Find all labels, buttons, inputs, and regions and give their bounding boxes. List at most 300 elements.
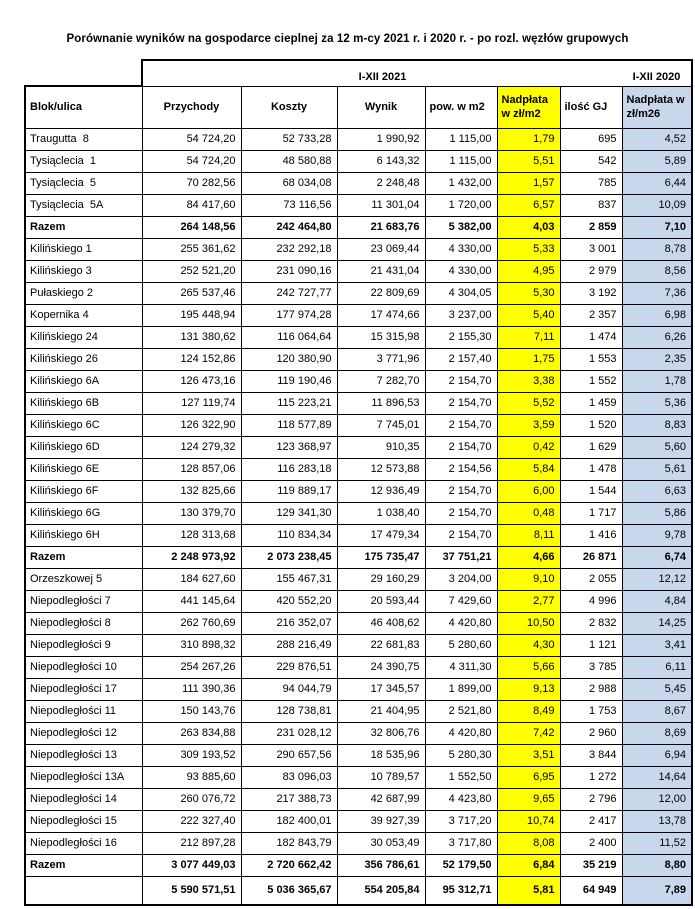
value-cell: 182 400,01 — [241, 810, 337, 832]
table-row — [25, 524, 692, 546]
comparison-table — [24, 59, 693, 906]
value-cell: 441 145,64 — [142, 590, 241, 612]
value-cell: 7 429,60 — [425, 590, 497, 612]
value-cell: 17 474,66 — [337, 304, 425, 326]
value-cell: 2 960 — [560, 722, 622, 744]
value-cell: 10,74 — [497, 810, 560, 832]
value-cell: 11 301,04 — [337, 194, 425, 216]
value-cell: 4 330,00 — [425, 260, 497, 282]
value-cell: 212 897,28 — [142, 832, 241, 854]
value-cell: 837 — [560, 194, 622, 216]
value-cell: 3 844 — [560, 744, 622, 766]
value-cell: 3 237,00 — [425, 304, 497, 326]
value-cell: 8,80 — [622, 854, 692, 876]
value-cell: 35 219 — [560, 854, 622, 876]
value-cell: 7,10 — [622, 216, 692, 238]
row-label-cell: Kilińskiego 24 — [25, 326, 142, 348]
value-cell: 52 179,50 — [425, 854, 497, 876]
value-cell: 3 204,00 — [425, 568, 497, 590]
row-label-cell: Kilińskiego 6C — [25, 414, 142, 436]
value-cell: 2 417 — [560, 810, 622, 832]
value-cell: 1,79 — [497, 128, 560, 150]
value-cell: 3,59 — [497, 414, 560, 436]
value-cell: 2 154,56 — [425, 458, 497, 480]
value-cell: 1 753 — [560, 700, 622, 722]
value-cell: 21 431,04 — [337, 260, 425, 282]
value-cell: 2 988 — [560, 678, 622, 700]
value-cell: 177 974,28 — [241, 304, 337, 326]
row-label-cell: Orzeszkowej 5 — [25, 568, 142, 590]
value-cell: 420 552,20 — [241, 590, 337, 612]
value-cell: 195 448,94 — [142, 304, 241, 326]
row-label-cell: Tysiąclecia 1 — [25, 150, 142, 172]
row-label-cell: Niepodległości 13 — [25, 744, 142, 766]
value-cell: 356 786,61 — [337, 854, 425, 876]
value-cell: 10,50 — [497, 612, 560, 634]
row-label-cell: Razem — [25, 216, 142, 238]
row-label-cell: Tysiąclecia 5A — [25, 194, 142, 216]
value-cell: 216 352,07 — [241, 612, 337, 634]
value-cell: 127 119,74 — [142, 392, 241, 414]
value-cell: 8,69 — [622, 722, 692, 744]
row-label-cell: Niepodległości 7 — [25, 590, 142, 612]
value-cell: 2 154,70 — [425, 502, 497, 524]
value-cell: 93 885,60 — [142, 766, 241, 788]
value-cell: 14,64 — [622, 766, 692, 788]
value-cell: 1 272 — [560, 766, 622, 788]
table-row — [25, 216, 692, 238]
value-cell: 119 889,17 — [241, 480, 337, 502]
value-cell: 242 727,77 — [241, 282, 337, 304]
row-label-cell: Kilińskiego 6A — [25, 370, 142, 392]
row-label-cell: Kilińskiego 6E — [25, 458, 142, 480]
table-row — [25, 128, 692, 150]
value-cell: 260 076,72 — [142, 788, 241, 810]
value-cell: 22 681,83 — [337, 634, 425, 656]
value-cell: 1 717 — [560, 502, 622, 524]
value-cell: 1,78 — [622, 370, 692, 392]
row-label-cell: Kopernika 4 — [25, 304, 142, 326]
value-cell: 231 090,16 — [241, 260, 337, 282]
value-cell: 5,40 — [497, 304, 560, 326]
table-row — [25, 282, 692, 304]
value-cell: 9,65 — [497, 788, 560, 810]
table-row — [25, 502, 692, 524]
value-cell: 255 361,62 — [142, 238, 241, 260]
value-cell: 2 154,70 — [425, 524, 497, 546]
value-cell: 6,26 — [622, 326, 692, 348]
value-cell: 8,78 — [622, 238, 692, 260]
table-row — [25, 876, 692, 905]
table-row — [25, 194, 692, 216]
value-cell: 4,52 — [622, 128, 692, 150]
value-cell: 3,41 — [622, 634, 692, 656]
row-label-cell: Niepodległości 8 — [25, 612, 142, 634]
value-cell: 1 432,00 — [425, 172, 497, 194]
value-cell: 264 148,56 — [142, 216, 241, 238]
value-cell: 6,98 — [622, 304, 692, 326]
value-cell: 184 627,60 — [142, 568, 241, 590]
value-cell: 2 155,30 — [425, 326, 497, 348]
period-blank-cell — [25, 60, 142, 86]
value-cell: 5,45 — [622, 678, 692, 700]
table-row — [25, 260, 692, 282]
value-cell: 5,36 — [622, 392, 692, 414]
row-label-cell: Kilińskiego 6F — [25, 480, 142, 502]
value-cell: 7 282,70 — [337, 370, 425, 392]
value-cell: 73 116,56 — [241, 194, 337, 216]
row-label-cell: Traugutta 8 — [25, 128, 142, 150]
table-row — [25, 480, 692, 502]
value-cell: 116 064,64 — [241, 326, 337, 348]
value-cell: 0,48 — [497, 502, 560, 524]
value-cell: 115 223,21 — [241, 392, 337, 414]
value-cell: 110 834,34 — [241, 524, 337, 546]
table-row — [25, 832, 692, 854]
table-row — [25, 172, 692, 194]
value-cell: 310 898,32 — [142, 634, 241, 656]
table-row — [25, 744, 692, 766]
value-cell: 7,89 — [622, 876, 692, 905]
value-cell: 6,95 — [497, 766, 560, 788]
value-cell: 124 279,32 — [142, 436, 241, 458]
value-cell: 262 760,69 — [142, 612, 241, 634]
value-cell: 3 001 — [560, 238, 622, 260]
value-cell: 128 857,06 — [142, 458, 241, 480]
value-cell: 9,13 — [497, 678, 560, 700]
row-label-cell: Kilińskiego 6B — [25, 392, 142, 414]
value-cell: 5,61 — [622, 458, 692, 480]
value-cell: 4 420,80 — [425, 612, 497, 634]
value-cell: 11 896,53 — [337, 392, 425, 414]
value-cell: 8,83 — [622, 414, 692, 436]
value-cell: 5 382,00 — [425, 216, 497, 238]
value-cell: 9,78 — [622, 524, 692, 546]
value-cell: 1 720,00 — [425, 194, 497, 216]
value-cell: 6,00 — [497, 480, 560, 502]
value-cell: 5,52 — [497, 392, 560, 414]
value-cell: 4,95 — [497, 260, 560, 282]
value-cell: 6,57 — [497, 194, 560, 216]
value-cell: 1 416 — [560, 524, 622, 546]
value-cell: 1 121 — [560, 634, 622, 656]
row-label-cell: Kilińskiego 6H — [25, 524, 142, 546]
row-label-cell: Razem — [25, 546, 142, 568]
value-cell: 5,66 — [497, 656, 560, 678]
row-label-cell: Niepodległości 15 — [25, 810, 142, 832]
value-cell: 1 115,00 — [425, 128, 497, 150]
value-cell: 232 292,18 — [241, 238, 337, 260]
value-cell: 17 479,34 — [337, 524, 425, 546]
value-cell: 4,03 — [497, 216, 560, 238]
value-cell: 175 735,47 — [337, 546, 425, 568]
value-cell: 70 282,56 — [142, 172, 241, 194]
value-cell: 5,86 — [622, 502, 692, 524]
value-cell: 3 717,20 — [425, 810, 497, 832]
value-cell: 5,33 — [497, 238, 560, 260]
value-cell: 1 115,00 — [425, 150, 497, 172]
value-cell: 26 871 — [560, 546, 622, 568]
value-cell: 3 785 — [560, 656, 622, 678]
row-label-cell: Niepodległości 11 — [25, 700, 142, 722]
value-cell: 6,74 — [622, 546, 692, 568]
value-cell: 13,78 — [622, 810, 692, 832]
row-label-cell: Niepodległości 16 — [25, 832, 142, 854]
value-cell: 15 315,98 — [337, 326, 425, 348]
value-cell: 229 876,51 — [241, 656, 337, 678]
value-cell: 95 312,71 — [425, 876, 497, 905]
value-cell: 123 368,97 — [241, 436, 337, 458]
value-cell: 84 417,60 — [142, 194, 241, 216]
table-body — [25, 128, 692, 905]
value-cell: 1 459 — [560, 392, 622, 414]
value-cell: 155 467,31 — [241, 568, 337, 590]
column-header-nadplata-2021: Nadpłata w zł/m2 — [497, 86, 560, 128]
value-cell: 182 843,79 — [241, 832, 337, 854]
value-cell: 12,00 — [622, 788, 692, 810]
value-cell: 4,66 — [497, 546, 560, 568]
value-cell: 4 304,05 — [425, 282, 497, 304]
value-cell: 24 390,75 — [337, 656, 425, 678]
value-cell: 2,77 — [497, 590, 560, 612]
value-cell: 1 478 — [560, 458, 622, 480]
value-cell: 2 248,48 — [337, 172, 425, 194]
table-row — [25, 150, 692, 172]
value-cell: 1 038,40 — [337, 502, 425, 524]
value-cell: 42 687,99 — [337, 788, 425, 810]
table-row — [25, 370, 692, 392]
value-cell: 2 720 662,42 — [241, 854, 337, 876]
column-header-row — [25, 86, 692, 128]
value-cell: 8,11 — [497, 524, 560, 546]
table-row — [25, 568, 692, 590]
value-cell: 2 154,70 — [425, 436, 497, 458]
value-cell: 3 192 — [560, 282, 622, 304]
value-cell: 5,81 — [497, 876, 560, 905]
value-cell: 7,42 — [497, 722, 560, 744]
value-cell: 1 474 — [560, 326, 622, 348]
value-cell: 120 380,90 — [241, 348, 337, 370]
value-cell: 118 577,89 — [241, 414, 337, 436]
value-cell: 1 990,92 — [337, 128, 425, 150]
value-cell: 288 216,49 — [241, 634, 337, 656]
value-cell: 2 154,70 — [425, 392, 497, 414]
value-cell: 8,08 — [497, 832, 560, 854]
value-cell: 9,10 — [497, 568, 560, 590]
table-row — [25, 546, 692, 568]
column-header-wynik: Wynik — [337, 86, 425, 128]
value-cell: 5 590 571,51 — [142, 876, 241, 905]
value-cell: 2,35 — [622, 348, 692, 370]
value-cell: 128 313,68 — [142, 524, 241, 546]
value-cell: 46 408,62 — [337, 612, 425, 634]
table-row — [25, 766, 692, 788]
value-cell: 231 028,12 — [241, 722, 337, 744]
value-cell: 554 205,84 — [337, 876, 425, 905]
row-label-cell: Kilińskiego 3 — [25, 260, 142, 282]
value-cell: 8,56 — [622, 260, 692, 282]
row-label-cell: Kilińskiego 1 — [25, 238, 142, 260]
value-cell: 68 034,08 — [241, 172, 337, 194]
value-cell: 695 — [560, 128, 622, 150]
value-cell: 2 859 — [560, 216, 622, 238]
value-cell: 265 537,46 — [142, 282, 241, 304]
table-row — [25, 612, 692, 634]
value-cell: 3,51 — [497, 744, 560, 766]
value-cell: 29 160,29 — [337, 568, 425, 590]
value-cell: 17 345,57 — [337, 678, 425, 700]
value-cell: 1 553 — [560, 348, 622, 370]
value-cell: 150 143,76 — [142, 700, 241, 722]
value-cell: 1 899,00 — [425, 678, 497, 700]
value-cell: 2 521,80 — [425, 700, 497, 722]
value-cell: 4 330,00 — [425, 238, 497, 260]
value-cell: 252 521,20 — [142, 260, 241, 282]
table-row — [25, 656, 692, 678]
table-row — [25, 854, 692, 876]
table-row — [25, 458, 692, 480]
value-cell: 126 322,90 — [142, 414, 241, 436]
value-cell: 290 657,56 — [241, 744, 337, 766]
value-cell: 7 745,01 — [337, 414, 425, 436]
value-cell: 119 190,46 — [241, 370, 337, 392]
value-cell: 2 073 238,45 — [241, 546, 337, 568]
value-cell: 5,84 — [497, 458, 560, 480]
value-cell: 37 751,21 — [425, 546, 497, 568]
period-2020-label: I-XII 2020 — [622, 60, 692, 86]
value-cell: 5,89 — [622, 150, 692, 172]
value-cell: 10 789,57 — [337, 766, 425, 788]
column-header-koszty: Koszty — [241, 86, 337, 128]
value-cell: 4 420,80 — [425, 722, 497, 744]
value-cell: 2 400 — [560, 832, 622, 854]
row-label-cell: Razem — [25, 854, 142, 876]
table-row — [25, 414, 692, 436]
value-cell: 2 357 — [560, 304, 622, 326]
value-cell: 2 055 — [560, 568, 622, 590]
table-row — [25, 436, 692, 458]
value-cell: 4 996 — [560, 590, 622, 612]
row-label-cell: Tysiąclecia 5 — [25, 172, 142, 194]
value-cell: 2 154,70 — [425, 370, 497, 392]
value-cell: 3 717,80 — [425, 832, 497, 854]
table-row — [25, 788, 692, 810]
value-cell: 39 927,39 — [337, 810, 425, 832]
value-cell: 6,94 — [622, 744, 692, 766]
table-row — [25, 348, 692, 370]
row-label-cell — [25, 876, 142, 905]
value-cell: 5 036 365,67 — [241, 876, 337, 905]
value-cell: 32 806,76 — [337, 722, 425, 744]
value-cell: 1 520 — [560, 414, 622, 436]
row-label-cell: Kilińskiego 26 — [25, 348, 142, 370]
row-label-cell: Niepodległości 13A — [25, 766, 142, 788]
value-cell: 2 248 973,92 — [142, 546, 241, 568]
value-cell: 0,42 — [497, 436, 560, 458]
table-row — [25, 678, 692, 700]
value-cell: 126 473,16 — [142, 370, 241, 392]
value-cell: 6,11 — [622, 656, 692, 678]
value-cell: 1 629 — [560, 436, 622, 458]
row-label-cell: Niepodległości 12 — [25, 722, 142, 744]
table-row — [25, 392, 692, 414]
value-cell: 116 283,18 — [241, 458, 337, 480]
row-label-cell: Kilińskiego 6G — [25, 502, 142, 524]
value-cell: 217 388,73 — [241, 788, 337, 810]
value-cell: 4,84 — [622, 590, 692, 612]
value-cell: 309 193,52 — [142, 744, 241, 766]
period-2021-label: I-XII 2021 — [142, 60, 622, 86]
value-cell: 130 379,70 — [142, 502, 241, 524]
value-cell: 1 544 — [560, 480, 622, 502]
value-cell: 129 341,30 — [241, 502, 337, 524]
value-cell: 12 936,49 — [337, 480, 425, 502]
value-cell: 2 979 — [560, 260, 622, 282]
value-cell: 111 390,36 — [142, 678, 241, 700]
value-cell: 12,12 — [622, 568, 692, 590]
value-cell: 128 738,81 — [241, 700, 337, 722]
value-cell: 2 832 — [560, 612, 622, 634]
value-cell: 5 280,60 — [425, 634, 497, 656]
value-cell: 910,35 — [337, 436, 425, 458]
row-label-cell: Niepodległości 10 — [25, 656, 142, 678]
value-cell: 1,57 — [497, 172, 560, 194]
value-cell: 21 404,95 — [337, 700, 425, 722]
value-cell: 2 154,70 — [425, 414, 497, 436]
value-cell: 23 069,44 — [337, 238, 425, 260]
column-header-nadplata-2020: Nadpłata w zł/m26 — [622, 86, 692, 128]
value-cell: 3 077 449,03 — [142, 854, 241, 876]
table-row — [25, 634, 692, 656]
value-cell: 30 053,49 — [337, 832, 425, 854]
value-cell: 254 267,26 — [142, 656, 241, 678]
table-row — [25, 304, 692, 326]
value-cell: 10,09 — [622, 194, 692, 216]
value-cell: 83 096,03 — [241, 766, 337, 788]
value-cell: 21 683,76 — [337, 216, 425, 238]
value-cell: 22 809,69 — [337, 282, 425, 304]
value-cell: 222 327,40 — [142, 810, 241, 832]
value-cell: 3 771,96 — [337, 348, 425, 370]
table-row — [25, 238, 692, 260]
table-row — [25, 700, 692, 722]
value-cell: 7,36 — [622, 282, 692, 304]
value-cell: 542 — [560, 150, 622, 172]
value-cell: 54 724,20 — [142, 150, 241, 172]
page-title: Porównanie wyników na gospodarce cieplnej za 12 m-cy 2021 r. i 2020 r. - po rozl. węzłów grupowych — [66, 33, 629, 45]
table-row — [25, 590, 692, 612]
value-cell: 2 154,70 — [425, 480, 497, 502]
value-cell: 6 143,32 — [337, 150, 425, 172]
value-cell: 48 580,88 — [241, 150, 337, 172]
period-header-row — [25, 60, 692, 86]
value-cell: 5,60 — [622, 436, 692, 458]
row-label-cell: Kilińskiego 6D — [25, 436, 142, 458]
value-cell: 263 834,88 — [142, 722, 241, 744]
value-cell: 52 733,28 — [241, 128, 337, 150]
row-label-cell: Pułaskiego 2 — [25, 282, 142, 304]
value-cell: 6,63 — [622, 480, 692, 502]
value-cell: 54 724,20 — [142, 128, 241, 150]
value-cell: 5,30 — [497, 282, 560, 304]
row-label-cell: Niepodległości 14 — [25, 788, 142, 810]
value-cell: 3,38 — [497, 370, 560, 392]
row-label-cell: Niepodległości 9 — [25, 634, 142, 656]
value-cell: 131 380,62 — [142, 326, 241, 348]
value-cell: 4 311,30 — [425, 656, 497, 678]
value-cell: 20 593,44 — [337, 590, 425, 612]
column-header-przychody: Przychody — [142, 86, 241, 128]
